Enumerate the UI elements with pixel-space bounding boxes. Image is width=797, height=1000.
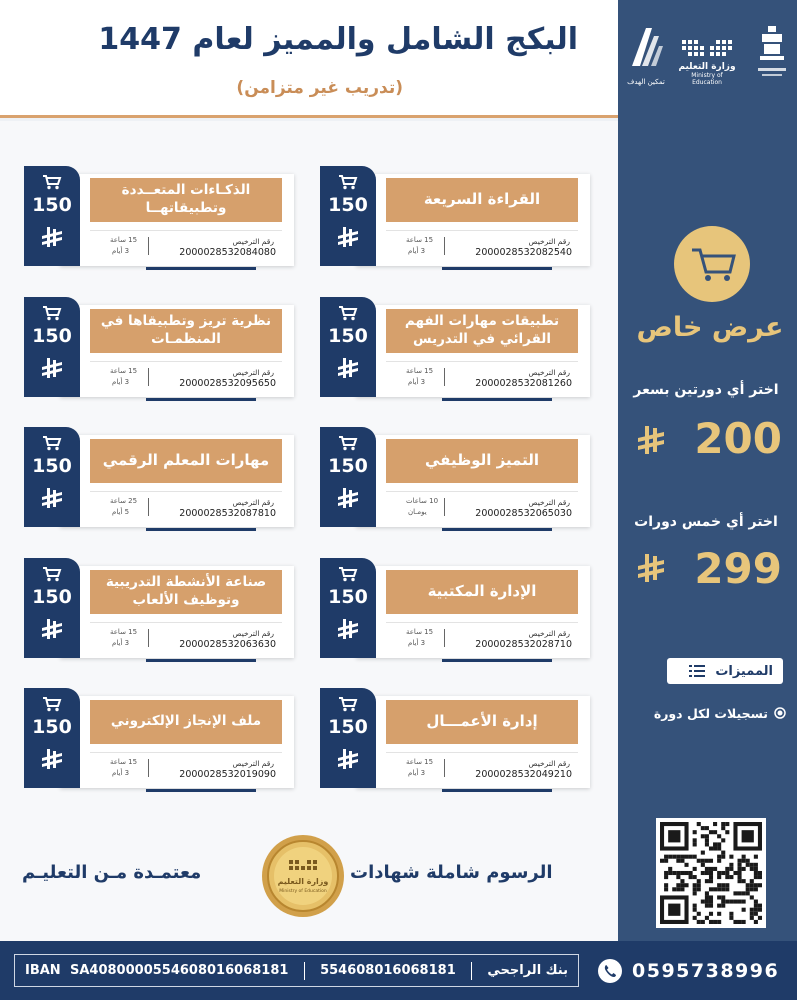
course-meta bbox=[90, 361, 282, 389]
offer-title: عرض خاص bbox=[636, 312, 784, 343]
course-days: 3 أيام bbox=[112, 378, 130, 386]
course-title: الذكـاءات المتعــددة وتطبيقاتهــا bbox=[90, 178, 282, 222]
card-body bbox=[356, 696, 590, 788]
medal-text-ar: وزارة التعليم bbox=[277, 877, 329, 886]
card-body bbox=[356, 174, 590, 266]
license-label: رقم الترخيص bbox=[528, 368, 570, 377]
course-meta bbox=[386, 622, 578, 650]
price-tab[interactable] bbox=[320, 688, 376, 788]
course-card[interactable] bbox=[24, 558, 294, 656]
underline-bar bbox=[442, 528, 552, 531]
tamkeen-logo-text: تمكين الهدف bbox=[627, 78, 665, 86]
ministry-logo-ar: وزارة التعليم bbox=[678, 62, 736, 72]
iban-label: IBAN bbox=[25, 963, 61, 978]
course-hours: 15 ساعة bbox=[110, 758, 138, 766]
card-body bbox=[60, 305, 294, 397]
phone-number[interactable]: 0595738996 bbox=[632, 960, 780, 982]
riyal-icon bbox=[337, 487, 359, 511]
bank-name: بنك الراجحي bbox=[487, 963, 568, 978]
cart-icon[interactable] bbox=[338, 305, 358, 321]
cart-badge bbox=[674, 226, 750, 302]
divider bbox=[148, 629, 149, 647]
page-title: البكج الشامل والمميز لعام 1447 bbox=[98, 22, 578, 57]
divider bbox=[444, 629, 445, 647]
ministry-medal bbox=[261, 834, 345, 918]
offer-price-299: 299 bbox=[694, 544, 782, 593]
course-price: 150 bbox=[32, 716, 72, 738]
course-price: 150 bbox=[32, 455, 72, 477]
course-meta bbox=[386, 752, 578, 780]
divider bbox=[148, 498, 149, 516]
license-label: رقم الترخيص bbox=[232, 237, 274, 246]
course-days: 3 أيام bbox=[408, 247, 426, 255]
underline-bar bbox=[146, 398, 256, 401]
card-body bbox=[356, 566, 590, 658]
course-card[interactable] bbox=[24, 166, 294, 264]
cart-icon[interactable] bbox=[338, 174, 358, 190]
divider bbox=[444, 237, 445, 255]
course-hours: 15 ساعة bbox=[110, 367, 138, 375]
course-price: 150 bbox=[32, 325, 72, 347]
course-days: 3 أيام bbox=[112, 769, 130, 777]
price-tab[interactable] bbox=[24, 688, 80, 788]
course-price: 150 bbox=[32, 586, 72, 608]
license-number: 2000028532087810 bbox=[179, 508, 276, 519]
course-price: 150 bbox=[328, 716, 368, 738]
course-meta bbox=[386, 230, 578, 258]
phone-contact[interactable] bbox=[598, 958, 788, 984]
header bbox=[0, 0, 618, 118]
offer-price-200: 200 bbox=[694, 414, 782, 463]
license-number: 2000028532063630 bbox=[179, 639, 276, 650]
underline-bar bbox=[146, 659, 256, 662]
course-title: القراءة السريعة bbox=[386, 178, 578, 222]
feature-item bbox=[630, 704, 786, 723]
feature-text: تسجيلات لكل دورة bbox=[653, 706, 768, 721]
course-days: 3 أيام bbox=[408, 769, 426, 777]
card-body bbox=[60, 566, 294, 658]
license-label: رقم الترخيص bbox=[232, 498, 274, 507]
cart-icon[interactable] bbox=[42, 435, 62, 451]
underline-bar bbox=[442, 398, 552, 401]
card-body bbox=[356, 305, 590, 397]
price-tab[interactable] bbox=[24, 558, 80, 658]
offer-line-two-courses: اختر أي دورتين بسعر bbox=[633, 382, 779, 398]
riyal-icon bbox=[636, 552, 666, 586]
riyal-icon bbox=[337, 748, 359, 772]
course-card[interactable] bbox=[320, 427, 590, 525]
cart-icon[interactable] bbox=[42, 174, 62, 190]
course-hours: 15 ساعة bbox=[406, 758, 434, 766]
iban-value[interactable]: SA4080000554608016068181 bbox=[70, 963, 289, 978]
cart-icon[interactable] bbox=[42, 696, 62, 712]
course-card[interactable] bbox=[320, 558, 590, 656]
course-price: 150 bbox=[328, 325, 368, 347]
cart-icon[interactable] bbox=[338, 435, 358, 451]
underline-bar bbox=[146, 789, 256, 792]
list-icon bbox=[689, 662, 705, 681]
divider bbox=[444, 368, 445, 386]
course-title: ملف الإنجاز الإلكتروني bbox=[90, 700, 282, 744]
course-title: إدارة الأعمـــال bbox=[386, 700, 578, 744]
course-hours: 15 ساعة bbox=[406, 367, 434, 375]
course-card[interactable] bbox=[320, 297, 590, 395]
riyal-icon bbox=[41, 487, 63, 511]
riyal-icon bbox=[41, 748, 63, 772]
license-label: رقم الترخيص bbox=[232, 368, 274, 377]
cart-icon[interactable] bbox=[338, 566, 358, 582]
license-label: رقم الترخيص bbox=[528, 759, 570, 768]
course-card[interactable] bbox=[320, 166, 590, 264]
accredited-note: معتمـدة مـن التعليـم bbox=[22, 862, 202, 883]
course-meta bbox=[90, 622, 282, 650]
riyal-icon bbox=[337, 357, 359, 381]
course-title: نظرية تريز وتطبيقاها في المنظمـات bbox=[90, 309, 282, 353]
ministry-logo bbox=[676, 38, 738, 88]
course-hours: 15 ساعة bbox=[406, 628, 434, 636]
license-number: 2000028532084080 bbox=[179, 247, 276, 258]
license-number: 2000028532065030 bbox=[475, 508, 572, 519]
underline-bar bbox=[442, 659, 552, 662]
price-tab[interactable] bbox=[320, 166, 376, 266]
card-body bbox=[356, 435, 590, 527]
license-label: رقم الترخيص bbox=[528, 498, 570, 507]
license-label: رقم الترخيص bbox=[232, 629, 274, 638]
course-title: الإدارة المكتبية bbox=[386, 570, 578, 614]
divider bbox=[444, 498, 445, 516]
phone-icon bbox=[598, 959, 622, 983]
underline-bar bbox=[146, 528, 256, 531]
national-center-logo bbox=[754, 24, 790, 84]
divider bbox=[148, 759, 149, 777]
course-meta bbox=[386, 491, 578, 519]
course-card[interactable] bbox=[320, 688, 590, 786]
course-days: 3 أيام bbox=[408, 378, 426, 386]
card-body bbox=[60, 174, 294, 266]
underline-bar bbox=[442, 789, 552, 792]
course-card[interactable] bbox=[24, 688, 294, 786]
account-number[interactable]: 554608016068181 bbox=[320, 963, 456, 978]
divider bbox=[304, 962, 305, 980]
tamkeen-logo bbox=[626, 22, 666, 88]
course-hours: 15 ساعة bbox=[110, 236, 138, 244]
divider bbox=[148, 237, 149, 255]
features-label: المميزات bbox=[715, 663, 773, 679]
course-hours: 25 ساعة bbox=[110, 497, 138, 505]
license-number: 2000028532095650 bbox=[179, 378, 276, 389]
price-tab[interactable] bbox=[320, 427, 376, 527]
cart-icon[interactable] bbox=[338, 696, 358, 712]
course-price: 150 bbox=[328, 455, 368, 477]
license-label: رقم الترخيص bbox=[528, 629, 570, 638]
underline-bar bbox=[146, 267, 256, 270]
course-days: 3 أيام bbox=[112, 247, 130, 255]
riyal-icon bbox=[41, 226, 63, 250]
price-tab[interactable] bbox=[24, 427, 80, 527]
divider bbox=[444, 759, 445, 777]
price-tab[interactable] bbox=[320, 297, 376, 397]
features-badge bbox=[667, 658, 783, 684]
page-subtitle: (تدريب غير متزامن) bbox=[236, 78, 403, 98]
footer bbox=[0, 941, 797, 1000]
course-title: التميز الوظيفي bbox=[386, 439, 578, 483]
course-grid bbox=[0, 121, 618, 941]
offer-line-five-courses: اختر أي خمس دورات bbox=[634, 514, 778, 530]
course-meta bbox=[386, 361, 578, 389]
course-meta bbox=[90, 230, 282, 258]
divider bbox=[148, 368, 149, 386]
license-number: 2000028532028710 bbox=[475, 639, 572, 650]
underline-bar bbox=[442, 267, 552, 270]
course-days: 3 أيام bbox=[112, 639, 130, 647]
course-title: تطبيقات مهارات الفهم القرائي في التدريس bbox=[386, 309, 578, 353]
fees-note: الرسوم شاملة شهادات bbox=[350, 862, 553, 883]
ministry-logo-en: Ministry of Education bbox=[691, 72, 723, 86]
course-hours: 15 ساعة bbox=[110, 628, 138, 636]
license-number: 2000028532082540 bbox=[475, 247, 572, 258]
course-title: صناعة الأنشطة التدريبية وتوظيف الألعاب bbox=[90, 570, 282, 614]
qr-code[interactable] bbox=[656, 818, 766, 928]
course-price: 150 bbox=[328, 586, 368, 608]
course-card[interactable] bbox=[24, 427, 294, 525]
divider bbox=[471, 962, 472, 980]
license-number: 2000028532019090 bbox=[179, 769, 276, 780]
price-tab[interactable] bbox=[24, 166, 80, 266]
course-days: 3 أيام bbox=[408, 639, 426, 647]
price-tab[interactable] bbox=[320, 558, 376, 658]
course-hours: 15 ساعة bbox=[406, 236, 434, 244]
course-days: 5 أيام bbox=[112, 508, 130, 516]
riyal-icon bbox=[41, 357, 63, 381]
radio-bullet-icon bbox=[774, 704, 786, 723]
bank-details bbox=[14, 954, 579, 987]
riyal-icon bbox=[636, 424, 666, 458]
course-price: 150 bbox=[32, 194, 72, 216]
course-meta bbox=[90, 752, 282, 780]
riyal-icon bbox=[337, 618, 359, 642]
course-meta bbox=[90, 491, 282, 519]
riyal-icon bbox=[41, 618, 63, 642]
card-body bbox=[60, 435, 294, 527]
license-number: 2000028532081260 bbox=[475, 378, 572, 389]
course-price: 150 bbox=[328, 194, 368, 216]
offer-sidebar bbox=[618, 0, 797, 941]
course-days: يومـان bbox=[408, 508, 427, 516]
cart-icon[interactable] bbox=[42, 566, 62, 582]
price-tab[interactable] bbox=[24, 297, 80, 397]
course-title: مهارات المعلم الرقمي bbox=[90, 439, 282, 483]
riyal-icon bbox=[337, 226, 359, 250]
license-number: 2000028532049210 bbox=[475, 769, 572, 780]
cart-icon[interactable] bbox=[42, 305, 62, 321]
course-hours: 10 ساعات bbox=[406, 497, 439, 505]
license-label: رقم الترخيص bbox=[528, 237, 570, 246]
medal-text-en: Ministry of Education bbox=[279, 889, 327, 894]
course-card[interactable] bbox=[24, 297, 294, 395]
card-body bbox=[60, 696, 294, 788]
license-label: رقم الترخيص bbox=[232, 759, 274, 768]
